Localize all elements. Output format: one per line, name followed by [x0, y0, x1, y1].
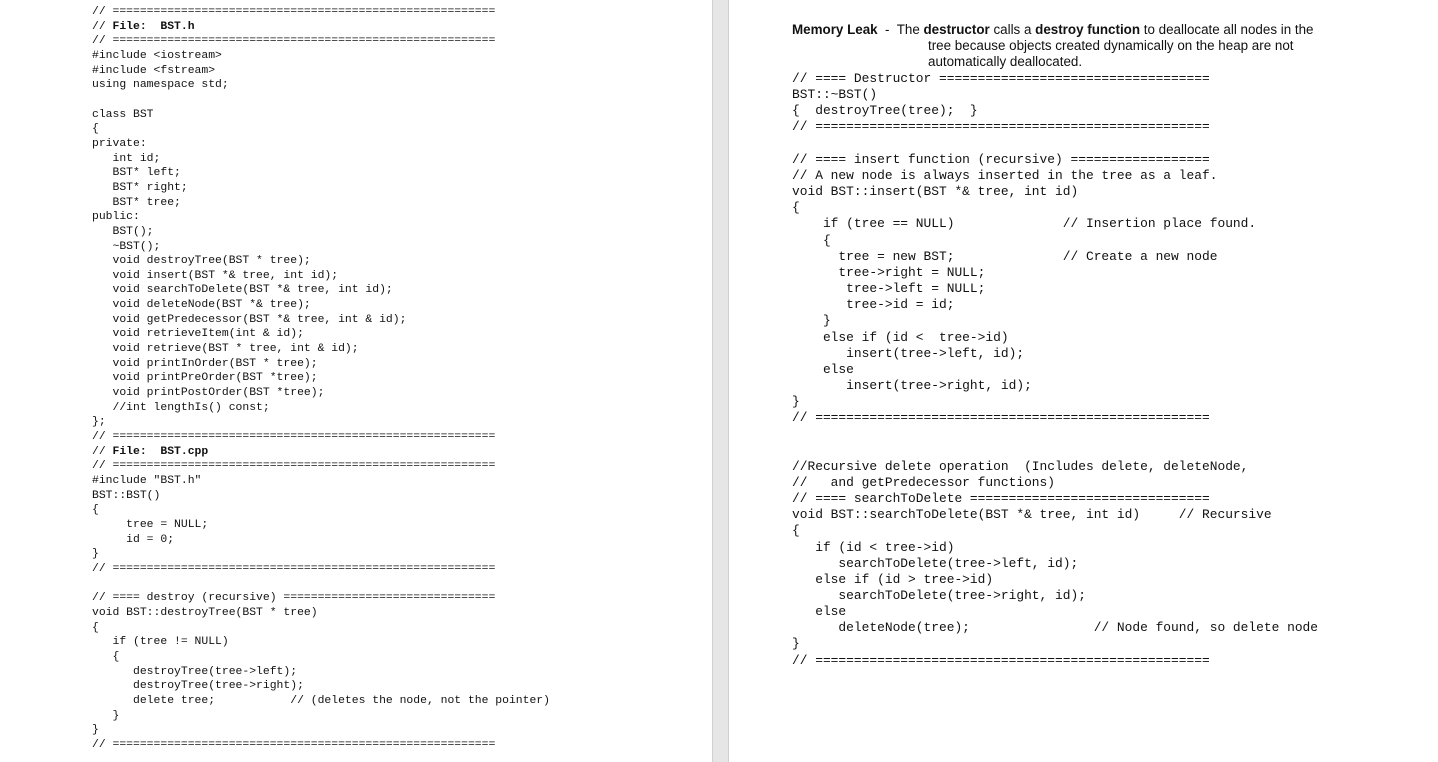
code-line: void deleteNode(BST *& tree);: [92, 299, 311, 312]
code-line: // ========================================================: [92, 431, 496, 444]
code-line: // ========================================================: [92, 460, 496, 473]
code-line: class BST: [92, 108, 154, 121]
note-text-1: The: [896, 22, 924, 37]
code-line: // ===================================================: [792, 410, 1210, 426]
code-line: {: [792, 523, 800, 539]
code-line: [792, 136, 1318, 152]
code-line: searchToDelete(tree->right, id);: [792, 588, 1086, 603]
note-destroy-function: destroy function: [1035, 22, 1141, 37]
file-header-label: File: BST.cpp: [112, 445, 209, 458]
note-text-2: calls a: [989, 22, 1036, 37]
code-line: // ==== destroy (recursive) ===============================: [92, 592, 496, 605]
code-line: void searchToDelete(BST *& tree, int id);: [92, 284, 393, 297]
code-line: tree = new BST; // Create a new node: [792, 248, 1218, 264]
code-line: BST();: [92, 225, 154, 238]
code-line: deleteNode(tree); // Node found, so delete node: [792, 620, 1319, 636]
code-line: // File: BST.cpp: [92, 445, 209, 458]
code-line: // ==== Destructor ===================================: [792, 71, 1210, 86]
memory-leak-note: [792, 22, 1392, 70]
code-line: else: [792, 361, 854, 377]
code-line: public:: [92, 211, 140, 224]
code-line: };: [92, 416, 106, 429]
note-line-2: tree because objects created dynamically on the heap are not: [928, 38, 1294, 53]
code-line: using namespace std;: [92, 79, 229, 92]
code-line: insert(tree->left, id);: [792, 345, 1025, 361]
left-code-block: [92, 5, 550, 752]
code-line: void insert(BST *& tree, int id);: [92, 269, 339, 282]
code-line: [792, 443, 1318, 459]
code-line: // ========================================================: [92, 35, 496, 48]
code-line: {: [92, 123, 99, 136]
page-gutter: [712, 0, 729, 762]
code-line: void BST::searchToDelete(BST *& tree, int id) // Recursive: [792, 507, 1272, 523]
code-line: // File: BST.h: [92, 20, 195, 33]
code-line: private:: [92, 137, 147, 150]
code-line: #include <iostream>: [92, 49, 222, 62]
code-line: #include <fstream>: [92, 64, 216, 77]
code-line: // ===================================================: [792, 652, 1210, 668]
code-line: }: [792, 636, 800, 652]
code-line: else: [792, 604, 847, 620]
code-line: BST::BST(): [92, 489, 161, 502]
code-line: BST::~BST(): [792, 87, 878, 103]
note-separator: -: [877, 22, 897, 37]
code-line: // ========================================================: [92, 562, 496, 575]
code-line: searchToDelete(tree->left, id);: [792, 555, 1079, 571]
code-line: destroyTree(tree->right);: [92, 680, 304, 693]
code-line: {: [92, 621, 99, 634]
code-line: else if (id > tree->id): [792, 571, 994, 587]
code-line: insert(tree->right, id);: [792, 377, 1032, 393]
code-line: delete tree; // (deletes the node, not the pointer): [92, 694, 550, 707]
code-line: { destroyTree(tree); }: [792, 103, 978, 119]
code-line: tree->id = id;: [792, 297, 955, 313]
code-line: void retrieve(BST * tree, int & id);: [92, 343, 359, 356]
code-line: if (tree == NULL) // Insertion place found.: [792, 216, 1257, 232]
code-line: // A new node is always inserted in the tree as a leaf.: [792, 167, 1218, 183]
code-line: int id;: [92, 152, 161, 165]
code-line: tree->right = NULL;: [792, 264, 986, 280]
code-line: void destroyTree(BST * tree);: [92, 255, 311, 268]
note-term: Memory Leak: [792, 22, 878, 37]
note-line-3: automatically deallocated.: [928, 54, 1083, 69]
note-destructor: destructor: [923, 22, 990, 37]
code-line: tree = NULL;: [92, 518, 209, 531]
code-line: }: [92, 548, 99, 561]
code-line: BST* tree;: [92, 196, 181, 209]
code-line: {: [92, 504, 99, 517]
code-line: // and getPredecessor functions): [792, 474, 1056, 490]
code-line: {: [792, 200, 800, 216]
code-line: [792, 426, 1318, 442]
code-line: destroyTree(tree->left);: [92, 665, 298, 678]
code-line: #include "BST.h": [92, 475, 202, 487]
code-line: //Recursive delete operation (Includes delete, deleteNode,: [792, 458, 1249, 474]
file-header-label: File: BST.h: [112, 20, 195, 33]
code-line: [92, 93, 550, 108]
code-line: if (id < tree->id): [792, 539, 955, 555]
code-line: BST* left;: [92, 167, 181, 180]
code-line: if (tree != NULL): [92, 636, 229, 649]
code-line: else if (id < tree->id): [792, 329, 1009, 345]
right-code-block: [792, 71, 1318, 669]
right-page: [729, 0, 1438, 762]
code-line: {: [92, 650, 120, 663]
code-line: }: [792, 394, 800, 410]
code-line: {: [792, 232, 831, 248]
code-line: // ==== insert function (recursive) ==================: [792, 151, 1210, 167]
code-line: void BST::destroyTree(BST * tree): [92, 606, 318, 619]
code-line: tree->left = NULL;: [792, 281, 986, 297]
note-text-3: to deallocate all nodes in the: [1140, 22, 1314, 37]
code-line: //int lengthIs() const;: [92, 401, 270, 414]
code-line: void printPreOrder(BST *tree);: [92, 372, 318, 385]
code-line: }: [92, 724, 99, 737]
code-line: }: [92, 709, 120, 722]
code-line: void printInOrder(BST * tree);: [92, 357, 318, 370]
code-line: // ========================================================: [92, 738, 496, 751]
code-line: BST* right;: [92, 181, 188, 194]
code-line: void printPostOrder(BST *tree);: [92, 387, 325, 400]
code-line: ~BST();: [92, 240, 161, 253]
code-line: }: [792, 313, 831, 329]
code-line: void retrieveItem(int & id);: [92, 328, 304, 341]
code-line: id = 0;: [92, 533, 175, 546]
code-line: void BST::insert(BST *& tree, int id): [792, 184, 1079, 200]
code-line: // ==== searchToDelete ===============================: [792, 491, 1210, 507]
left-page: [0, 0, 712, 762]
code-line: void getPredecessor(BST *& tree, int & id);: [92, 313, 407, 326]
code-line: // ========================================================: [92, 6, 496, 18]
code-line: // ===================================================: [792, 119, 1210, 135]
code-line: [92, 577, 550, 592]
